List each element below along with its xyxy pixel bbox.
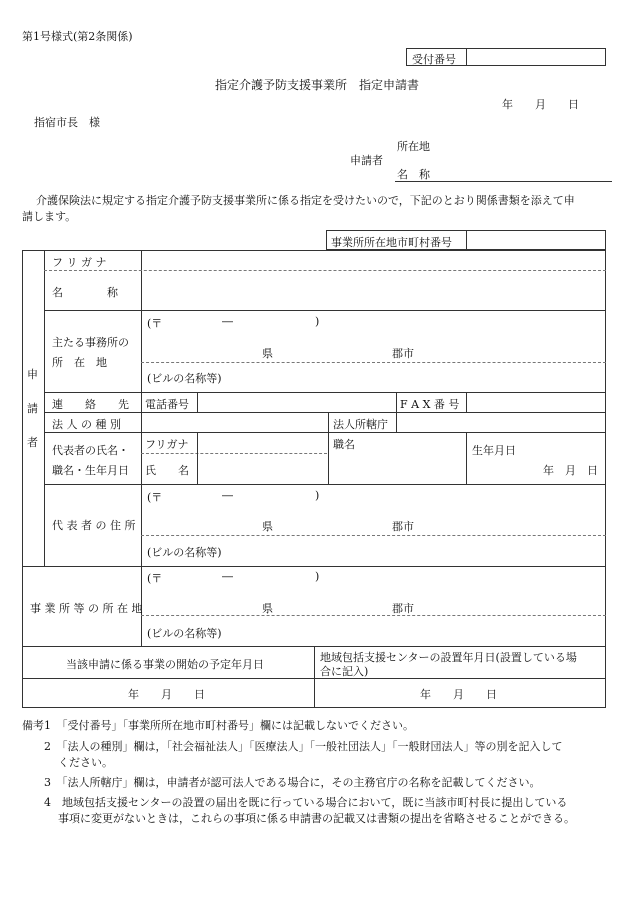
reception-number-label: 受付番号 (412, 53, 456, 66)
municipality-number-field[interactable] (467, 231, 605, 249)
location-label: 所在地 (397, 140, 430, 153)
planned-start-date: 年 月 日 (128, 688, 205, 701)
name-label: 名 称 (397, 168, 430, 181)
rep-furigana-label: フリガナ (145, 438, 189, 451)
rep-fullname-label: 氏 名 (145, 464, 189, 477)
rep-address-label: 代 表 者 の 住 所 (52, 519, 136, 532)
office-building-name-label: (ビルの名称等) (147, 627, 222, 640)
reception-number-field[interactable] (467, 49, 605, 65)
rep-job-title-label: 職名 (333, 438, 355, 451)
center-date-label-2: 合に記入) (320, 665, 369, 678)
rep-name-label-2: 職名・生年月日 (52, 464, 129, 477)
rep-job-title-field[interactable] (329, 450, 466, 483)
application-date: 年 月 日 (502, 98, 579, 111)
rep-postal-close: ) (315, 489, 320, 502)
supervising-agency-field[interactable] (397, 413, 605, 431)
phone-field[interactable] (198, 393, 395, 411)
office-postal-open: (〒 (147, 572, 163, 585)
note-4-cont: 事項に変更がないときは，これらの事項に係る申請書の記載又は書類の提出を省略させることができる。 (58, 812, 575, 825)
office-city-label: 郡市 (392, 602, 414, 615)
rep-postal-dash: ― (222, 489, 233, 502)
municipality-number-label: 事業所所在地市町村番号 (331, 236, 452, 249)
postal-open: (〒 (147, 317, 163, 330)
note-2: 2 「法人の種別」欄は，「社会福祉法人」「医療法人」「一般社団法人」「一般財団法人」等の別を記入して (44, 740, 563, 753)
rep-city-label: 郡市 (392, 520, 414, 533)
intro-line-2: 請します。 (22, 210, 77, 223)
rep-name-field[interactable] (198, 455, 326, 483)
rep-birthdate-label: 生年月日 (472, 444, 516, 457)
rep-furigana-field[interactable] (198, 433, 326, 452)
office-postal-dash: ― (222, 570, 233, 583)
furigana-field[interactable] (142, 251, 605, 269)
office-address-label-2: 所 在 地 (52, 356, 107, 369)
fax-label: F A X 番 号 (400, 398, 460, 411)
section-applicant-3: 者 (27, 436, 38, 449)
center-date: 年 月 日 (420, 688, 497, 701)
postal-dash: ― (222, 315, 233, 328)
postal-close: ) (315, 315, 320, 328)
addressee: 指宿市長 様 (34, 116, 100, 129)
note-1: 備考1 「受付番号」「事業所所在地市町村番号」欄には記載しないでください。 (22, 719, 414, 732)
furigana-label: フ リ ガ ナ (52, 256, 107, 269)
corporation-type-label: 法 人 の 種 別 (52, 418, 121, 431)
center-date-label-1: 地域包括支援センターの設置年月日(設置している場 (320, 651, 577, 664)
page-title: 指定介護予防支援事業所 指定申請書 (215, 78, 420, 92)
office-postal-close: ) (315, 570, 320, 583)
form-id: 第1号様式(第2条関係) (22, 30, 133, 43)
fax-field[interactable] (467, 393, 605, 411)
prefecture-label: 県 (262, 347, 273, 360)
note-2-cont: ください。 (58, 756, 113, 769)
name-row-label: 名 称 (52, 286, 118, 299)
note-3: 3 「法人所轄庁」欄は，申請者が認可法人である場合に，その主務官庁の名称を記載してください。 (44, 776, 541, 789)
rep-prefecture-label: 県 (262, 520, 273, 533)
phone-label: 電話番号 (145, 398, 189, 411)
section-applicant-2: 請 (27, 402, 38, 415)
city-label: 郡市 (392, 347, 414, 360)
rep-name-label-1: 代表者の氏名・ (52, 444, 129, 457)
rep-birthdate-value: 年 月 日 (543, 464, 598, 477)
contact-label: 連 絡 先 (52, 398, 129, 411)
corporation-type-field[interactable] (142, 413, 327, 431)
rep-postal-open: (〒 (147, 491, 163, 504)
applicant-name-field[interactable] (142, 271, 605, 309)
office-address-label-1: 主たる事務所の (52, 336, 129, 349)
supervising-agency-label: 法人所轄庁 (333, 418, 388, 431)
office-location-label: 事 業 所 等 の 所 在 地 (30, 602, 143, 615)
applicant-label: 申請者 (350, 154, 383, 167)
office-prefecture-label: 県 (262, 602, 273, 615)
intro-line-1: 介護保険法に規定する指定介護予防支援事業所に係る指定を受けたいので，下記のとおり関係書類を添えて申 (36, 194, 575, 207)
rep-building-name-label: (ビルの名称等) (147, 546, 222, 559)
section-applicant-1: 申 (27, 368, 38, 381)
note-4: 4 地域包括支援センターの設置の届出を既に行っている場合において，既に当該市町村長に提出している (44, 796, 568, 809)
planned-start-label: 当該申請に係る事業の開始の予定年月日 (66, 658, 264, 671)
building-name-label: (ビルの名称等) (147, 372, 222, 385)
